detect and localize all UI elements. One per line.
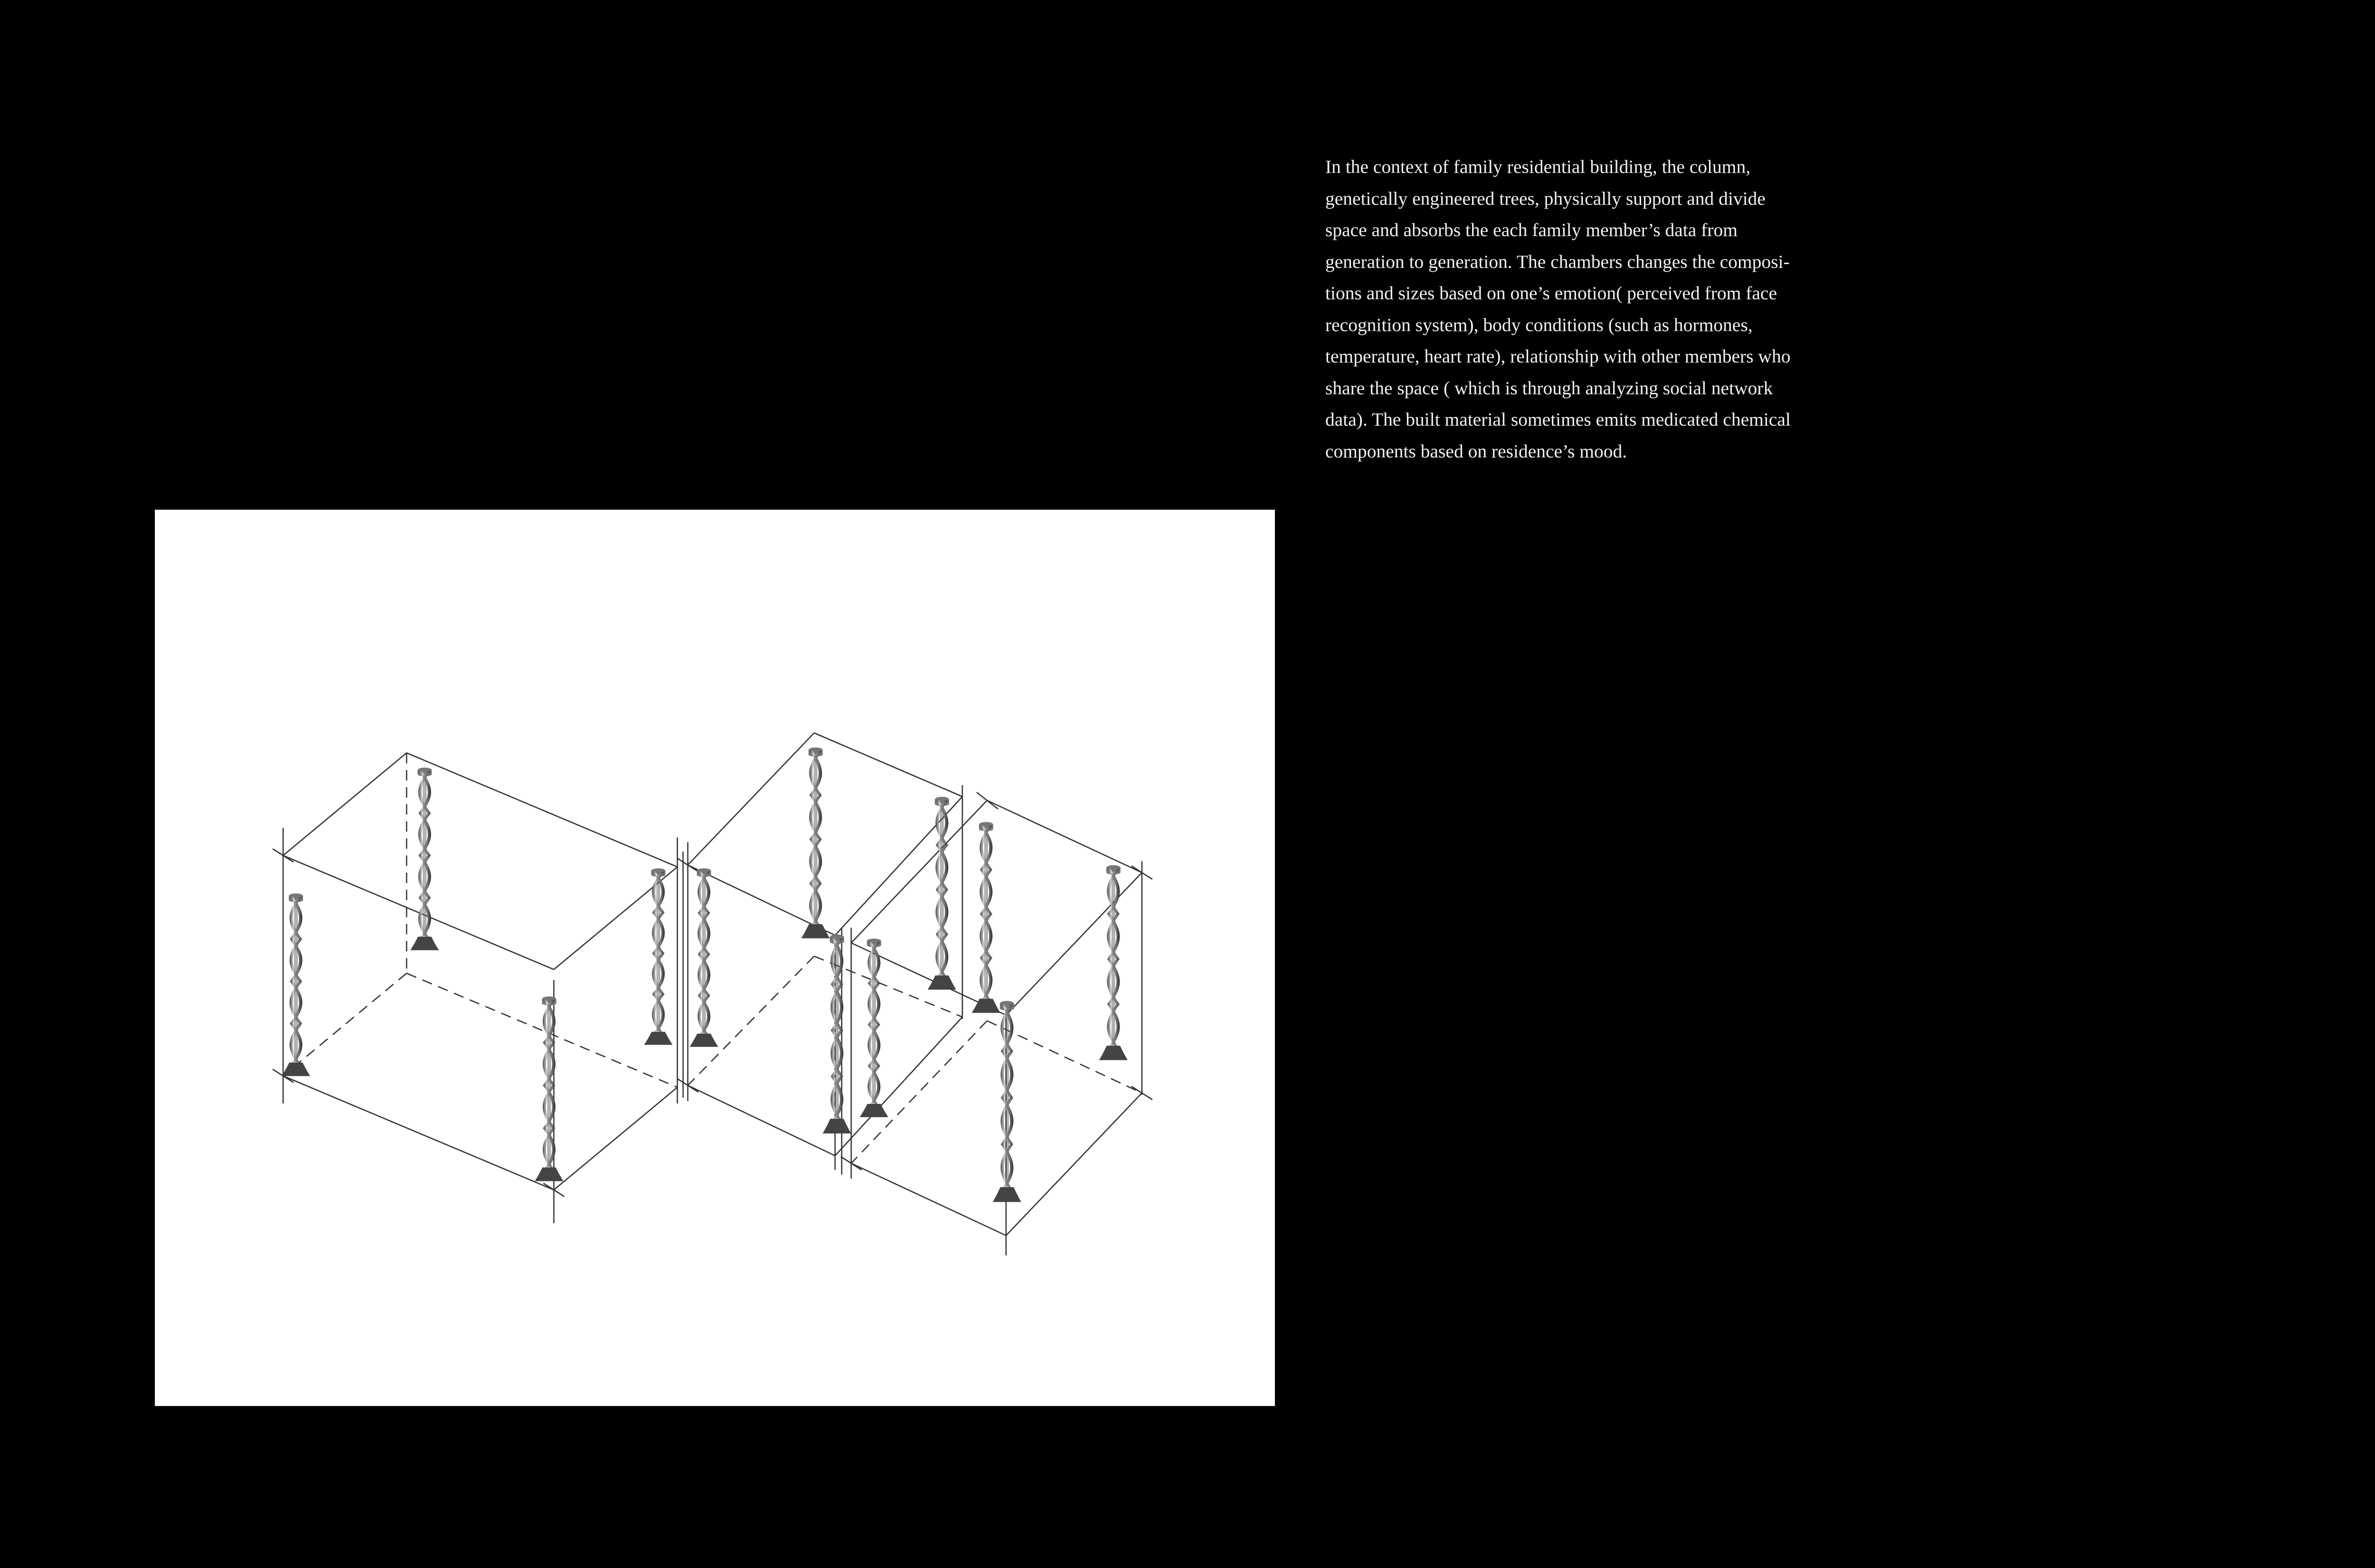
column-1 bbox=[282, 893, 310, 1076]
column-10 bbox=[972, 822, 1000, 1013]
column-8 bbox=[860, 939, 888, 1117]
chamber-3 bbox=[841, 792, 1152, 1255]
isometric-chamber-diagram bbox=[155, 510, 1275, 1406]
column-9 bbox=[928, 797, 956, 989]
column-3 bbox=[535, 997, 563, 1181]
column-4 bbox=[644, 868, 673, 1045]
chamber-2 bbox=[677, 733, 962, 1170]
column-11 bbox=[993, 1001, 1021, 1202]
column-2 bbox=[410, 768, 439, 950]
column-7 bbox=[823, 934, 851, 1133]
chamber-1 bbox=[273, 753, 677, 1223]
column-6 bbox=[801, 748, 830, 939]
diagram-panel bbox=[155, 510, 1275, 1406]
column-12 bbox=[1099, 865, 1128, 1060]
column-5 bbox=[690, 868, 718, 1047]
description-text: In the context of family residential building, the column, genetically engineered trees, physically support and divide space and absorbs the each family member’s data from generation to generation. The chambers changes the composi- tions and sizes based on one’s emotion( perceived from face recognition system), body conditions (such as hormones, temperature, heart rate), relationship with other members who share the space ( which is through analyzing social network data). The built material sometimes emits medicated chemical components based on residence’s mood. bbox=[1325, 156, 1791, 462]
